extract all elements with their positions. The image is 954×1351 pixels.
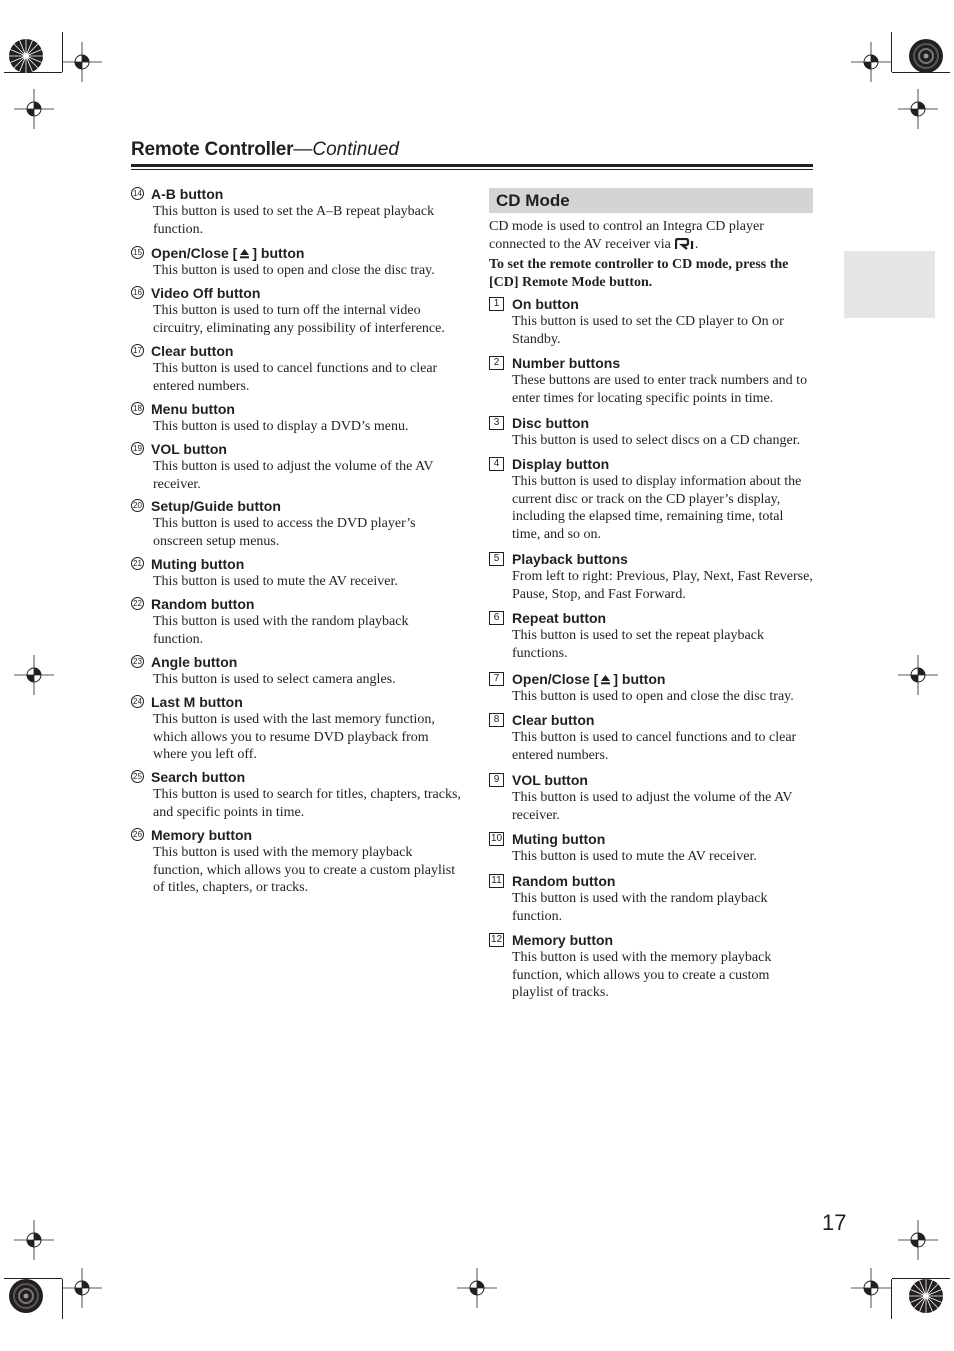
- registration-mark-icon: [898, 89, 938, 129]
- item-number: 16: [131, 286, 144, 299]
- list-item: [131, 341, 461, 399]
- item-number: 2: [489, 356, 504, 370]
- registration-mark-icon: [62, 42, 102, 82]
- item-number: 25: [131, 770, 144, 783]
- list-item: [131, 652, 461, 692]
- list-item: [131, 399, 461, 439]
- list-item: [131, 825, 461, 901]
- side-tab: [844, 251, 935, 318]
- item-description: This button is used to cancel functions and to clear entered numbers.: [512, 730, 797, 763]
- list-item: [131, 439, 461, 496]
- item-title: Random button: [512, 872, 616, 889]
- item-description: This button is used with the last memory function, which allows you to resume DVD playback from where you left off.: [153, 712, 435, 762]
- rosette-icon: [908, 1278, 944, 1314]
- item-number: 9: [489, 773, 504, 787]
- intro-paragraph: CD mode is used to control an Integra CD player connected to the AV receiver via .: [489, 219, 764, 252]
- item-title: Muting button: [151, 555, 245, 572]
- item-number: 1: [489, 297, 504, 311]
- item-title: VOL button: [151, 440, 227, 457]
- item-description: This button is used to search for titles, chapters, tracks, and specific points in time.: [153, 787, 461, 820]
- item-number: 6: [489, 611, 504, 625]
- item-number: 5: [489, 552, 504, 566]
- header-rule-thick: [131, 164, 813, 167]
- item-title: Search button: [151, 768, 246, 785]
- list-item: [489, 829, 813, 871]
- item-description: These buttons are used to enter track numbers and to enter times for locating specific points in time.: [512, 373, 808, 406]
- item-description: This button is used to open and close the disc tray.: [153, 263, 435, 278]
- item-number: 11: [489, 874, 504, 888]
- item-description: This button is used to select camera angles.: [153, 672, 396, 687]
- item-title: Clear button: [512, 711, 595, 728]
- section-heading-bar: [489, 188, 813, 213]
- eject-icon: [239, 248, 250, 259]
- item-title: Setup/Guide button: [151, 497, 281, 514]
- crop-mark: [891, 32, 892, 72]
- item-title: Display button: [512, 455, 610, 472]
- item-number: 3: [489, 416, 504, 430]
- item-description: This button is used to adjust the volume of the AV receiver.: [512, 790, 793, 823]
- item-description: This button is used to set the CD player to On or Standby.: [512, 314, 784, 347]
- list-item: [489, 710, 813, 770]
- item-title: Video Off button: [151, 284, 261, 301]
- item-title: Random button: [151, 595, 255, 612]
- item-number: 19: [131, 442, 144, 455]
- item-number: 23: [131, 655, 144, 668]
- list-item: [131, 243, 461, 283]
- item-description: This button is used with the random playback function.: [153, 614, 409, 647]
- item-title: Menu button: [151, 400, 235, 417]
- item-number: 14: [131, 187, 144, 200]
- list-item: [489, 454, 813, 549]
- item-number: 4: [489, 457, 504, 471]
- rosette-icon: [8, 1278, 44, 1314]
- item-description: This button is used to adjust the volume of the AV receiver.: [153, 459, 434, 492]
- header-separator: —: [293, 139, 313, 160]
- header-title: Remote Controller: [131, 139, 294, 160]
- rosette-icon: [8, 38, 44, 74]
- list-item: [131, 283, 461, 341]
- registration-mark-icon: [457, 1268, 497, 1308]
- running-header: [131, 139, 813, 161]
- registration-mark-icon: [62, 1268, 102, 1308]
- header-rule-thin: [131, 169, 813, 170]
- list-item: [131, 767, 461, 825]
- page-number: 17: [822, 1210, 847, 1235]
- eject-icon: [600, 674, 611, 685]
- item-description: This button is used to mute the AV receiver.: [153, 574, 398, 589]
- registration-mark-icon: [898, 655, 938, 695]
- list-item: [489, 930, 813, 1006]
- item-description: From left to right: Previous, Play, Next, Fast Reverse, Pause, Stop, and Fast Forward.: [512, 569, 813, 602]
- item-description: This button is used to open and close the disc tray.: [512, 689, 794, 704]
- item-description: This button is used with the memory playback function, which allows you to create a custom playlist of tracks.: [512, 950, 772, 1000]
- item-title: Number buttons: [512, 354, 621, 371]
- list-item: [489, 608, 813, 669]
- item-description: This button is used to select discs on a CD changer.: [512, 433, 801, 448]
- registration-mark-icon: [898, 1220, 938, 1260]
- item-description: This button is used to turn off the internal video circuitry, eliminating any possibility of interference.: [153, 303, 445, 336]
- registration-mark-icon: [14, 655, 54, 695]
- item-title: On button: [512, 295, 579, 312]
- item-description: This button is used to cancel functions and to clear entered numbers.: [153, 361, 438, 394]
- item-number: 8: [489, 713, 504, 727]
- item-title: Memory button: [151, 826, 253, 843]
- item-description: This button is used with the memory playback function, which allows you to create a custom playlist of titles, chapters, or tracks.: [153, 845, 456, 895]
- item-title: Angle button: [151, 653, 238, 670]
- header-continued: Continued: [312, 139, 399, 160]
- registration-mark-icon: [14, 89, 54, 129]
- item-title: A-B button: [151, 185, 224, 202]
- list-item: [489, 294, 813, 353]
- registration-mark-icon: [851, 1268, 891, 1308]
- item-number: 7: [489, 672, 504, 686]
- list-item: [489, 353, 813, 413]
- item-description: This button is used to mute the AV receiver.: [512, 849, 757, 864]
- item-description: This button is used to display a DVD’s menu.: [153, 419, 409, 434]
- list-item: [489, 413, 813, 454]
- instruction-paragraph: To set the remote controller to CD mode, press the [CD] Remote Mode button.: [489, 257, 789, 290]
- item-title: Memory button: [512, 931, 614, 948]
- item-title: Clear button: [151, 342, 234, 359]
- registration-mark-icon: [851, 42, 891, 82]
- ri-logo-icon: [675, 238, 695, 250]
- list-item: [489, 549, 813, 608]
- item-description: This button is used to set the repeat playback functions.: [512, 628, 764, 661]
- left-column: [131, 184, 461, 901]
- item-number: 15: [131, 246, 144, 259]
- section-heading: CD Mode: [496, 190, 570, 210]
- item-title: Open/Close [ ] button: [151, 244, 305, 261]
- item-title: Open/Close [ ] button: [512, 670, 666, 687]
- item-number: 21: [131, 557, 144, 570]
- item-description: This button is used to set the A–B repeat playback function.: [153, 204, 435, 237]
- list-item: [489, 871, 813, 930]
- list-item: [131, 184, 461, 243]
- item-title: Last M button: [151, 693, 243, 710]
- right-column: [489, 188, 813, 1006]
- item-title: Repeat button: [512, 609, 607, 626]
- item-title: Disc button: [512, 414, 589, 431]
- item-number: 18: [131, 402, 144, 415]
- item-description: This button is used with the random playback function.: [512, 891, 768, 924]
- item-title: VOL button: [512, 771, 588, 788]
- rosette-icon: [908, 38, 944, 74]
- item-description: This button is used to display information about the current disc or track on the CD player’s display, including the elapsed time, remaining time, total time, and so on.: [512, 474, 802, 542]
- list-item: [489, 770, 813, 829]
- list-item: [489, 669, 813, 710]
- item-number: 12: [490, 934, 503, 945]
- item-description: This button is used to access the DVD player’s onscreen setup menus.: [153, 516, 416, 549]
- list-item: [131, 496, 461, 554]
- item-title: Playback buttons: [512, 550, 628, 567]
- item-number: 10: [490, 833, 503, 844]
- item-number: 24: [131, 695, 144, 708]
- item-number: 20: [131, 499, 144, 512]
- item-number: 26: [131, 828, 144, 841]
- item-number: 17: [131, 344, 144, 357]
- list-item: [131, 594, 461, 652]
- list-item: [131, 554, 461, 594]
- item-number: 22: [131, 597, 144, 610]
- list-item: [131, 692, 461, 767]
- item-title: Muting button: [512, 830, 606, 847]
- registration-mark-icon: [14, 1220, 54, 1260]
- crop-mark: [891, 1279, 892, 1319]
